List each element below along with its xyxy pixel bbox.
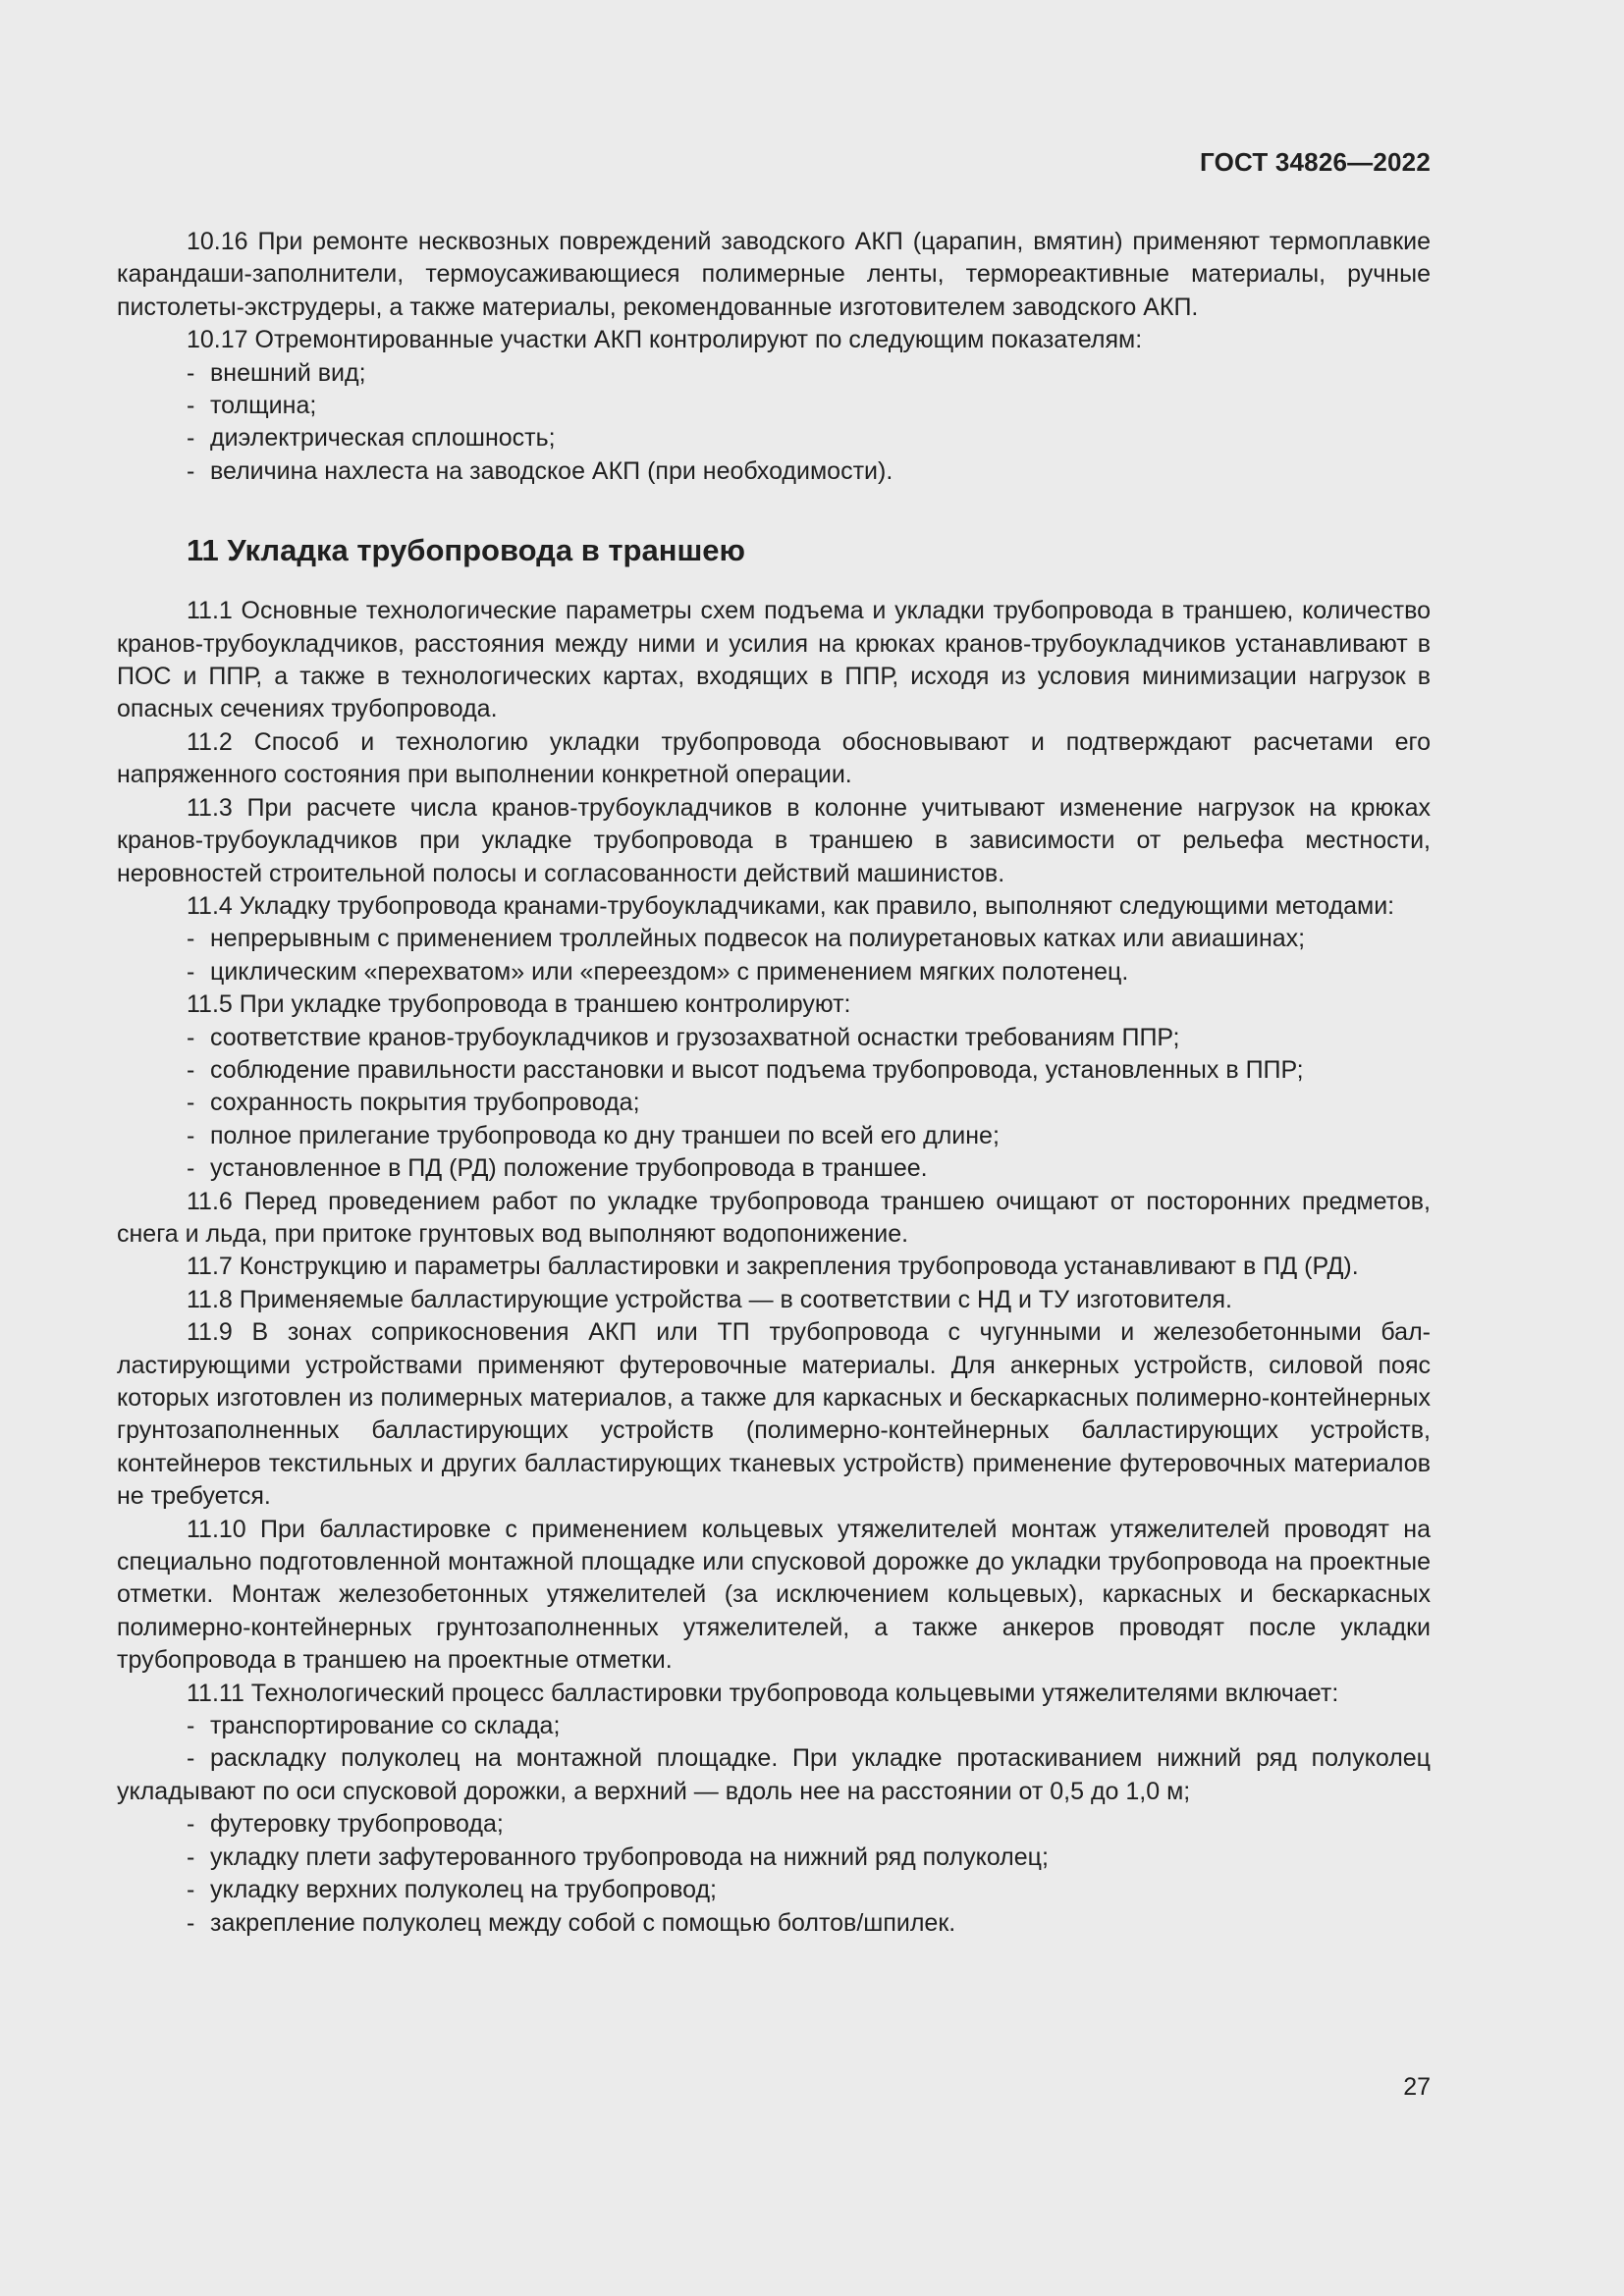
dash-marker: - <box>187 1121 195 1149</box>
paragraph-11-4: 11.4 Укладку трубопровода кранами-трубоукладчиками, как правило, выполняют следующими методами: <box>187 891 1395 920</box>
paragraph-10-17: 10.17 Отремонтированные участки АКП контролируют по следующим показателям: <box>187 326 1143 354</box>
list-item: - установленное в ПД (РД) положение трубопровода в траншее. <box>117 1152 1431 1185</box>
paragraph-11-2: 11.2 Способ и технологию укладки трубопровода обосновывают и подтверждают расчетами его напряженного состояния при выполнении конкретной операции. <box>117 727 1431 789</box>
dash-marker: - <box>187 1842 195 1871</box>
document-body <box>117 226 1431 1940</box>
dash-marker: - <box>187 1744 195 1773</box>
dash-marker: - <box>187 1712 195 1740</box>
list-item: - толщина; <box>117 390 1431 422</box>
dash-marker: - <box>187 925 195 953</box>
paragraph-11-11: 11.11 Технологический процесс балластировки трубопровода кольцевыми утяжелителями включает: <box>187 1679 1339 1707</box>
paragraph-11-3: 11.3 При расчете числа кранов-трубоукладчиков в колонне учитывают изменение нагрузок на крюках кранов-трубоукладчиков при укладке трубопровода в траншею в зависимости от рельефа местности, неровностей строительной полосы и согласованности действий машинистов. <box>117 793 1431 887</box>
list-item: - полное прилегание трубопровода ко дну траншеи по всей его длине; <box>117 1120 1431 1152</box>
list-item: - диэлектрическая сплошность; <box>117 422 1431 454</box>
dash-marker: - <box>187 1055 195 1084</box>
dash-marker: - <box>187 1810 195 1839</box>
list-item: - соответствие кранов-трубоукладчиков и грузозахватной оснастки требованиям ППР; <box>117 1022 1431 1054</box>
paragraph-11-5: 11.5 При укладке трубопровода в траншею контролируют: <box>187 990 851 1019</box>
list-item: - транспортирование со склада; <box>117 1710 1431 1742</box>
dash-marker: - <box>187 1908 195 1937</box>
paragraph-10-16: 10.16 При ремонте несквозных повреждений заводского АКП (царапин, вмятин) применяют термоплавкие карандаши-заполнители, термоусаживающиеся полимерные ленты, термореактивные материалы, ручные пистолеты-экструдеры, а также материалы, рекомендованные изготовителем заводского АКП. <box>117 228 1431 321</box>
dash-marker: - <box>187 358 195 387</box>
dash-marker: - <box>187 1089 195 1117</box>
list-item: - укладку плети зафутерованного трубопровода на нижний ряд полуколец; <box>117 1842 1431 1874</box>
list-item: - сохранность покрытия трубопровода; <box>117 1087 1431 1119</box>
paragraph-11-1: 11.1 Основные технологические параметры схем подъема и укладки трубопровода в траншею, количество кранов-трубоукладчиков, расстояния между ними и усилия на крюках кранов-трубоукладчиков устанавливают в ПОС и ППР, а также в технологических картах, входящих в ППР, исходя из условия минимизации нагрузок в опасных сечениях трубопровода. <box>117 597 1431 723</box>
page-number: 27 <box>1403 2073 1431 2101</box>
standard-code-header: ГОСТ 34826—2022 <box>1200 147 1431 177</box>
list-item: - футеровку трубопровода; <box>117 1808 1431 1841</box>
dash-marker: - <box>187 1023 195 1051</box>
list-item: - непрерывным с применением троллейных подвесок на полиуретановых катках или авиашинах; <box>117 923 1431 955</box>
paragraph-11-8: 11.8 Применяемые балластирующие устройства — в соответствии с НД и ТУ изготовителя. <box>187 1285 1232 1313</box>
list-item: - закрепление полуколец между собой с помощью болтов/шпилек. <box>117 1907 1431 1940</box>
dash-marker: - <box>187 1876 195 1904</box>
dash-marker: - <box>187 392 195 420</box>
list-item: - соблюдение правильности расстановки и высот подъема трубопровода, установленных в ППР; <box>117 1054 1431 1087</box>
dash-marker: - <box>187 456 195 485</box>
list-item: - внешний вид; <box>117 357 1431 390</box>
paragraph-11-9: 11.9 В зонах соприкосновения АКП или ТП трубопровода с чугунными и железобетонными балластирующими устройствами применяют футеровочные материалы. Для анкерных устройств, силовой пояс которых изготовлен из полимерных материалов, а также для каркасных и бескаркасных полимерно-контейнерных грунтозаполненных балластирующих устройств (полимерно-контейнерных балластирующих устройств, контейнеров текстильных и других балластирующих тканевых устройств) применение футеровочных материалов не требуется. <box>117 1318 1431 1511</box>
section-title: 11 Укладка трубопровода в траншею <box>187 533 746 568</box>
dash-marker: - <box>187 957 195 986</box>
paragraph-11-10: 11.10 При балластировке с применением кольцевых утяжелителей монтаж утяжелителей проводят на специально подготовленной монтажной площадке или спусковой дорожке до укладки трубопровода на проектные отметки. Монтаж железобетонных утяжелителей (за исключением кольцевых), каркасных и бескаркасных полимерно-контейнерных грунтозаполненных утяжелителей, а также анкеров проводят после укладки трубопровода в траншею на проектные отметки. <box>117 1515 1431 1675</box>
dash-marker: - <box>187 424 195 453</box>
list-item: - величина нахлеста на заводское АКП (при необходимости). <box>117 455 1431 488</box>
paragraph-11-6: 11.6 Перед проведением работ по укладке трубопровода траншею очищают от посторонних предметов, снега и льда, при притоке грунтовых вод выполняют водопонижение. <box>117 1187 1431 1248</box>
list-item: - циклическим «перехватом» или «переездом» с применением мягких полотенец. <box>117 956 1431 988</box>
paragraph-11-7: 11.7 Конструкцию и параметры балластировки и закрепления трубопровода устанавливают в ПД (РД). <box>187 1253 1359 1281</box>
dash-marker: - <box>187 1154 195 1183</box>
list-item: - укладку верхних полуколец на трубопровод; <box>117 1874 1431 1906</box>
list-item: - раскладку полуколец на монтажной площадке. При укладке протаскиванием нижний ряд полуколец укладывают по оси спусковой дорожки, а верхний — вдоль нее на расстоянии от 0,5 до 1,0 м; <box>117 1744 1431 1805</box>
